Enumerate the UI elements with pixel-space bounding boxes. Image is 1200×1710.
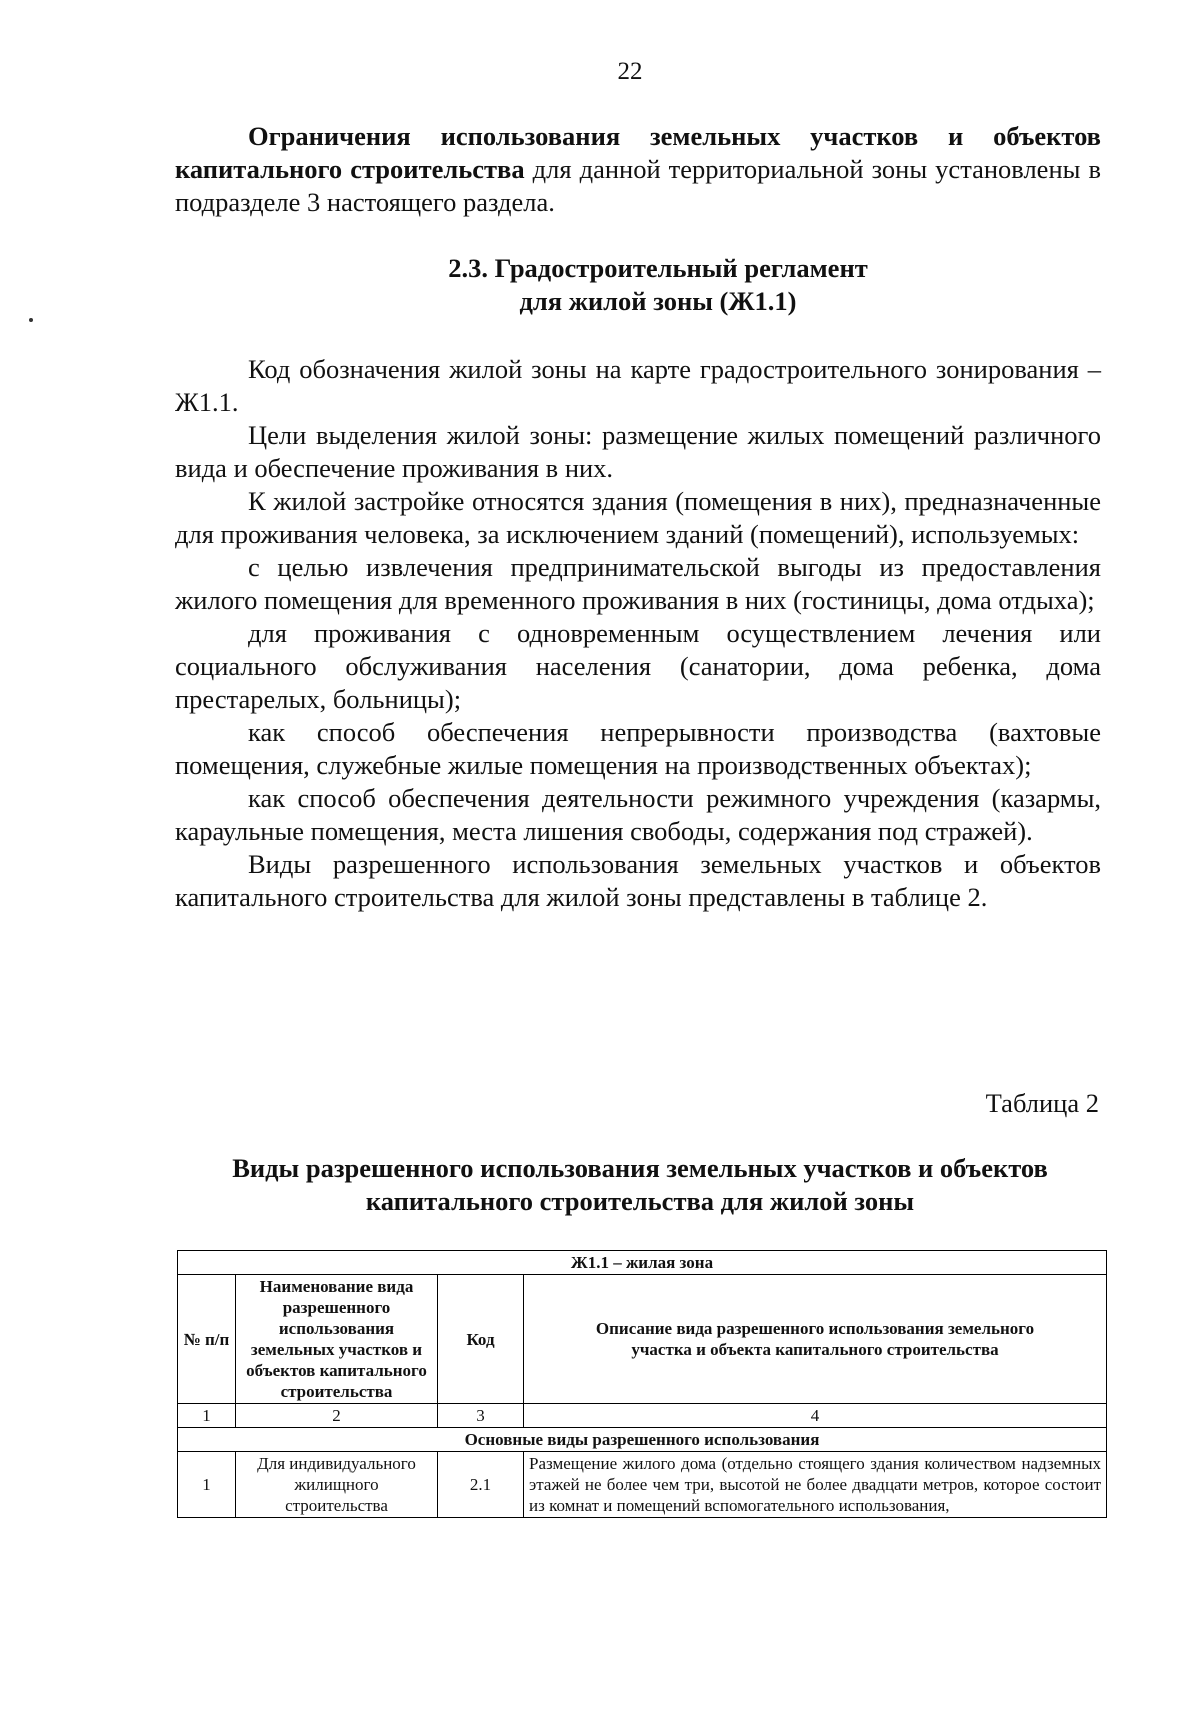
section-heading [175,252,1101,318]
paragraph: Виды разрешенного использования земельных участков и объектов капитального строительства для жилой зоны представлены в таблице 2. [175,849,1101,912]
header-code: Код [438,1275,524,1404]
paragraph: Цели выделения жилой зоны: размещение жилых помещений различного вида и обеспечение проживания в них. [175,420,1101,483]
row-code: 2.1 [438,1452,524,1518]
col-number: 3 [438,1404,524,1428]
section-title-line1: 2.3. Градостроительный регламент [448,253,868,283]
body-text [175,353,1101,914]
header-name: Наименование вида разрешенного использования земельных участков и объектов капитального строительства [236,1275,438,1404]
row-num: 1 [178,1452,236,1518]
zone-header: Ж1.1 – жилая зона [178,1251,1107,1275]
table-row [178,1452,1107,1518]
table-label: Таблица 2 [985,1088,1099,1118]
table-title-line1: Виды разрешенного использования земельных участков и объектов [232,1153,1048,1183]
column-header-row [178,1275,1107,1404]
section-header-row [178,1428,1107,1452]
header-desc: Описание вида разрешенного использования земельного участка и объекта капитального строительства [524,1275,1107,1404]
main-uses-header: Основные виды разрешенного использования [178,1428,1107,1452]
paragraph: с целью извлечения предпринимательской выгоды из предоставления жилого помещения для временного проживания в них (гостиницы, дома отдыха); [175,552,1101,615]
paragraph: как способ обеспечения деятельности режимного учреждения (казармы, караульные помещения, места лишения свободы, содержания под стражей). [175,783,1101,846]
scan-speck [29,318,33,322]
restrictions-rest: для данной территориальной зоны установлены в подразделе 3 настоящего раздела. [175,154,1101,217]
paragraph: К жилой застройке относятся здания (помещения в них), предназначенные для проживания человека, за исключением зданий (помещений), используемых: [175,486,1101,549]
restrictions-paragraph [175,120,1101,219]
paragraph: как способ обеспечения непрерывности производства (вахтовые помещения, служебные жилые помещения на производственных объектах); [175,717,1101,780]
paragraph: Код обозначения жилой зоны на карте градостроительного зонирования – Ж1.1. [175,354,1101,417]
col-number: 2 [236,1404,438,1428]
row-desc: Размещение жилого дома (отдельно стоящего здания количеством надземных этажей не более чем три, высотой не более двадцати метров, которое состоит из комнат и помещений вспомогательного использования, [524,1452,1107,1518]
header-num: № п/п [178,1275,236,1404]
table-title-line2: капитального строительства для жилой зоны [365,1186,915,1216]
permitted-use-table [177,1250,1107,1518]
row-name: Для индивидуального жилищного строительства [236,1452,438,1518]
paragraph: для проживания с одновременным осуществлением лечения или социального обслуживания населения (санатории, дома ребенка, дома престарелых, больницы); [175,618,1101,714]
col-number: 4 [524,1404,1107,1428]
table-title [150,1152,1130,1218]
section-title-line2: для жилой зоны (Ж1.1) [519,286,797,316]
restrictions-bold: Ограничения использования земельных участков и объектов капитального строительства [175,121,1101,184]
col-number: 1 [178,1404,236,1428]
column-number-row [178,1404,1107,1428]
page-number: 22 [617,58,643,85]
zone-header-row [178,1251,1107,1275]
